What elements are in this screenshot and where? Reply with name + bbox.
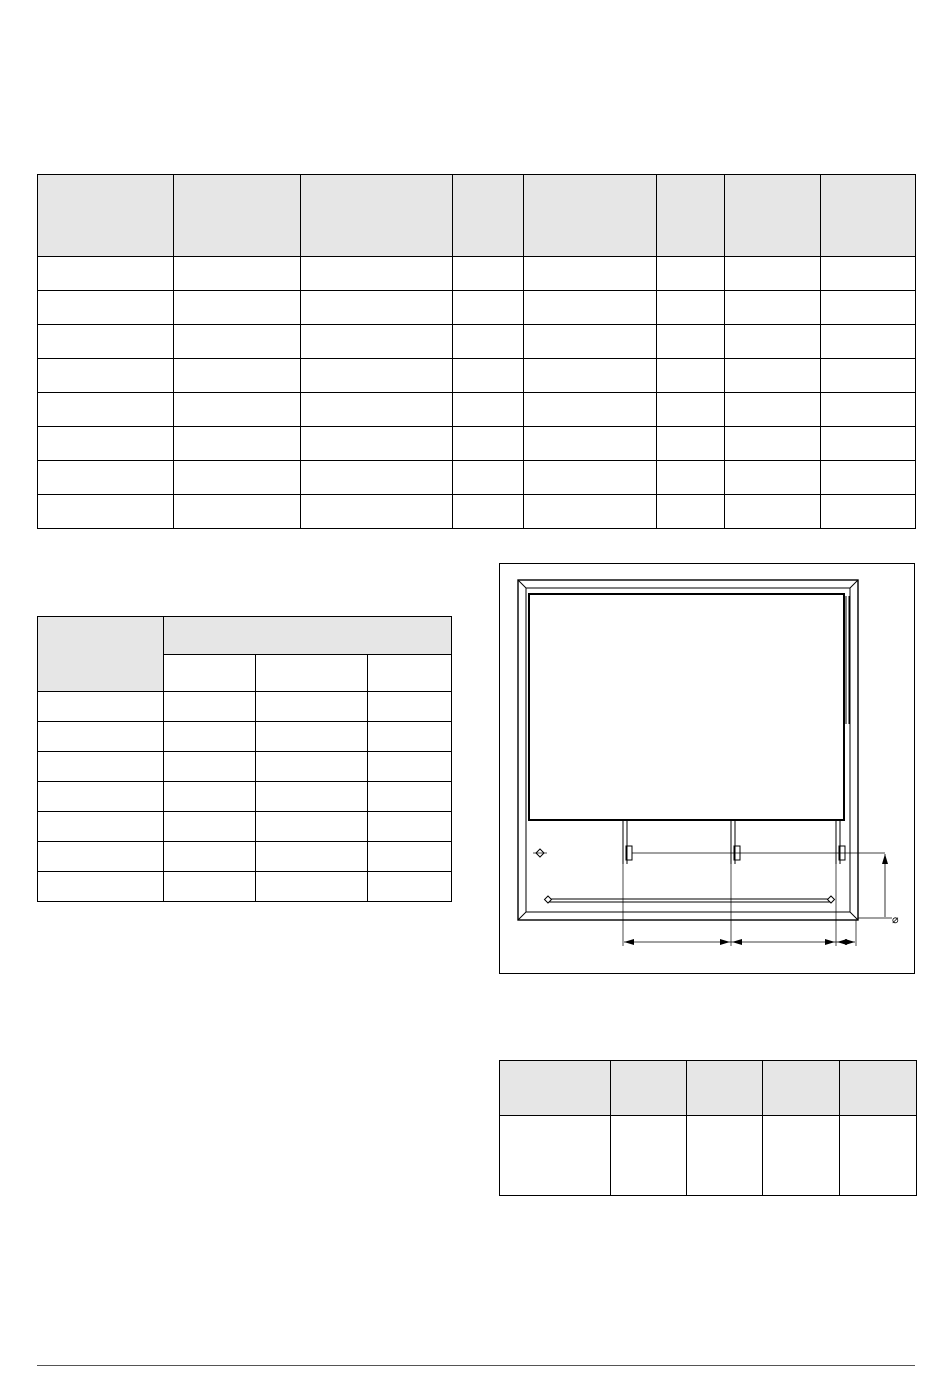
table-cell — [368, 722, 452, 752]
main-table-header-cell — [821, 175, 916, 257]
table-cell — [38, 325, 174, 359]
table-cell — [38, 257, 174, 291]
main-table-header-cell — [453, 175, 524, 257]
table-cell — [657, 461, 725, 495]
table-cell — [174, 495, 301, 529]
table-cell — [725, 495, 821, 529]
table-cell — [453, 257, 524, 291]
table-cell — [174, 325, 301, 359]
bracket-right — [836, 820, 845, 864]
table-cell — [725, 427, 821, 461]
table-cell — [368, 842, 452, 872]
table-cell — [657, 291, 725, 325]
table-row — [38, 291, 916, 325]
table-cell — [821, 325, 916, 359]
table-cell — [164, 722, 256, 752]
main-spec-table — [37, 174, 916, 529]
main-table-header-cell — [725, 175, 821, 257]
table-cell — [657, 325, 725, 359]
table-row — [38, 495, 916, 529]
table-cell — [657, 495, 725, 529]
main-table-header-cell — [657, 175, 725, 257]
table-cell — [38, 722, 164, 752]
table-cell — [453, 495, 524, 529]
table-cell — [453, 427, 524, 461]
table-cell — [174, 427, 301, 461]
bracket-left — [623, 820, 632, 864]
table-cell — [524, 257, 657, 291]
drawing-canvas — [500, 564, 914, 973]
main-table-header-cell — [174, 175, 301, 257]
table-cell — [38, 782, 164, 812]
capacity-subheader — [164, 655, 256, 692]
table-cell — [301, 495, 453, 529]
table-cell — [38, 291, 174, 325]
table-cell — [763, 1116, 840, 1196]
table-cell — [174, 359, 301, 393]
table-cell — [524, 461, 657, 495]
table-cell — [821, 393, 916, 427]
table-cell — [524, 359, 657, 393]
table-cell — [840, 1116, 917, 1196]
table-cell — [500, 1116, 611, 1196]
table-cell — [38, 461, 174, 495]
table-cell — [725, 461, 821, 495]
table-cell — [524, 495, 657, 529]
table-cell — [38, 842, 164, 872]
table-cell — [657, 359, 725, 393]
table-cell — [368, 872, 452, 902]
table-cell — [524, 393, 657, 427]
table-cell — [38, 427, 174, 461]
table-cell — [256, 842, 368, 872]
table-cell — [453, 291, 524, 325]
table-cell — [256, 782, 368, 812]
table-cell — [453, 461, 524, 495]
wall-outline-outer — [518, 580, 858, 920]
table-cell — [301, 427, 453, 461]
table-row — [38, 461, 916, 495]
table-cell — [164, 692, 256, 722]
table-cell — [821, 359, 916, 393]
footer-rule — [37, 1365, 915, 1366]
table-cell — [38, 359, 174, 393]
table-cell — [38, 872, 164, 902]
table-cell — [611, 1116, 687, 1196]
table-cell — [164, 782, 256, 812]
table-cell — [164, 842, 256, 872]
table-row — [38, 752, 452, 782]
capacity-table — [37, 616, 452, 902]
table-cell — [301, 393, 453, 427]
frame-corner — [850, 912, 858, 920]
dimension-table-header-cell — [763, 1061, 840, 1116]
capacity-table-header-row — [38, 617, 452, 655]
dimension-table-header-cell — [687, 1061, 763, 1116]
table-row — [38, 692, 452, 722]
table-cell — [725, 257, 821, 291]
table-cell — [256, 752, 368, 782]
table-row — [38, 427, 916, 461]
table-cell — [38, 752, 164, 782]
table-cell — [256, 722, 368, 752]
table-row — [38, 842, 452, 872]
table-row — [38, 812, 452, 842]
table-cell — [368, 692, 452, 722]
table-cell — [174, 461, 301, 495]
table-row — [500, 1116, 917, 1196]
table-cell — [301, 257, 453, 291]
table-cell — [657, 257, 725, 291]
main-table-header-row — [38, 175, 916, 257]
main-table-header-cell — [38, 175, 174, 257]
table-cell — [453, 359, 524, 393]
bracket-middle — [731, 820, 740, 864]
table-cell — [821, 257, 916, 291]
table-cell — [524, 291, 657, 325]
table-cell — [821, 427, 916, 461]
table-cell — [821, 461, 916, 495]
table-row — [38, 782, 452, 812]
table-cell — [256, 812, 368, 842]
table-cell — [725, 325, 821, 359]
table-cell — [174, 257, 301, 291]
radiator-panel — [529, 594, 844, 820]
table-cell — [368, 782, 452, 812]
table-cell — [725, 359, 821, 393]
table-cell — [38, 393, 174, 427]
table-cell — [368, 752, 452, 782]
table-cell — [725, 393, 821, 427]
wall-outline-inner — [526, 588, 850, 912]
table-cell — [301, 359, 453, 393]
table-row — [38, 325, 916, 359]
table-cell — [164, 752, 256, 782]
table-row — [38, 393, 916, 427]
main-table-header-cell — [524, 175, 657, 257]
frame-corner — [518, 912, 526, 920]
table-cell — [174, 393, 301, 427]
table-cell — [524, 325, 657, 359]
table-cell — [725, 291, 821, 325]
table-cell — [301, 461, 453, 495]
diameter-symbol: ⌀ — [892, 913, 899, 926]
table-cell — [368, 812, 452, 842]
table-row — [38, 722, 452, 752]
installation-drawing — [499, 563, 915, 974]
frame-corner — [518, 580, 526, 588]
table-cell — [453, 325, 524, 359]
table-cell — [453, 393, 524, 427]
capacity-subheader — [256, 655, 368, 692]
capacity-group-header — [164, 617, 452, 655]
table-row — [38, 359, 916, 393]
table-cell — [821, 291, 916, 325]
table-cell — [524, 427, 657, 461]
table-cell — [38, 495, 174, 529]
dimension-table-header-cell — [500, 1061, 611, 1116]
table-cell — [657, 427, 725, 461]
table-cell — [256, 872, 368, 902]
table-cell — [38, 692, 164, 722]
table-cell — [38, 812, 164, 842]
dimension-table-header-cell — [840, 1061, 917, 1116]
table-cell — [174, 291, 301, 325]
table-row — [38, 872, 452, 902]
table-cell — [164, 812, 256, 842]
capacity-subheader — [368, 655, 452, 692]
table-row — [38, 257, 916, 291]
dimension-table — [499, 1060, 917, 1196]
main-table-header-cell — [301, 175, 453, 257]
table-cell — [657, 393, 725, 427]
table-cell — [301, 291, 453, 325]
capacity-row-header — [38, 617, 164, 692]
table-cell — [164, 872, 256, 902]
table-cell — [256, 692, 368, 722]
table-cell — [301, 325, 453, 359]
frame-corner — [850, 580, 858, 588]
table-cell — [821, 495, 916, 529]
table-cell — [687, 1116, 763, 1196]
dimension-table-header-row — [500, 1061, 917, 1116]
dimension-table-header-cell — [611, 1061, 687, 1116]
